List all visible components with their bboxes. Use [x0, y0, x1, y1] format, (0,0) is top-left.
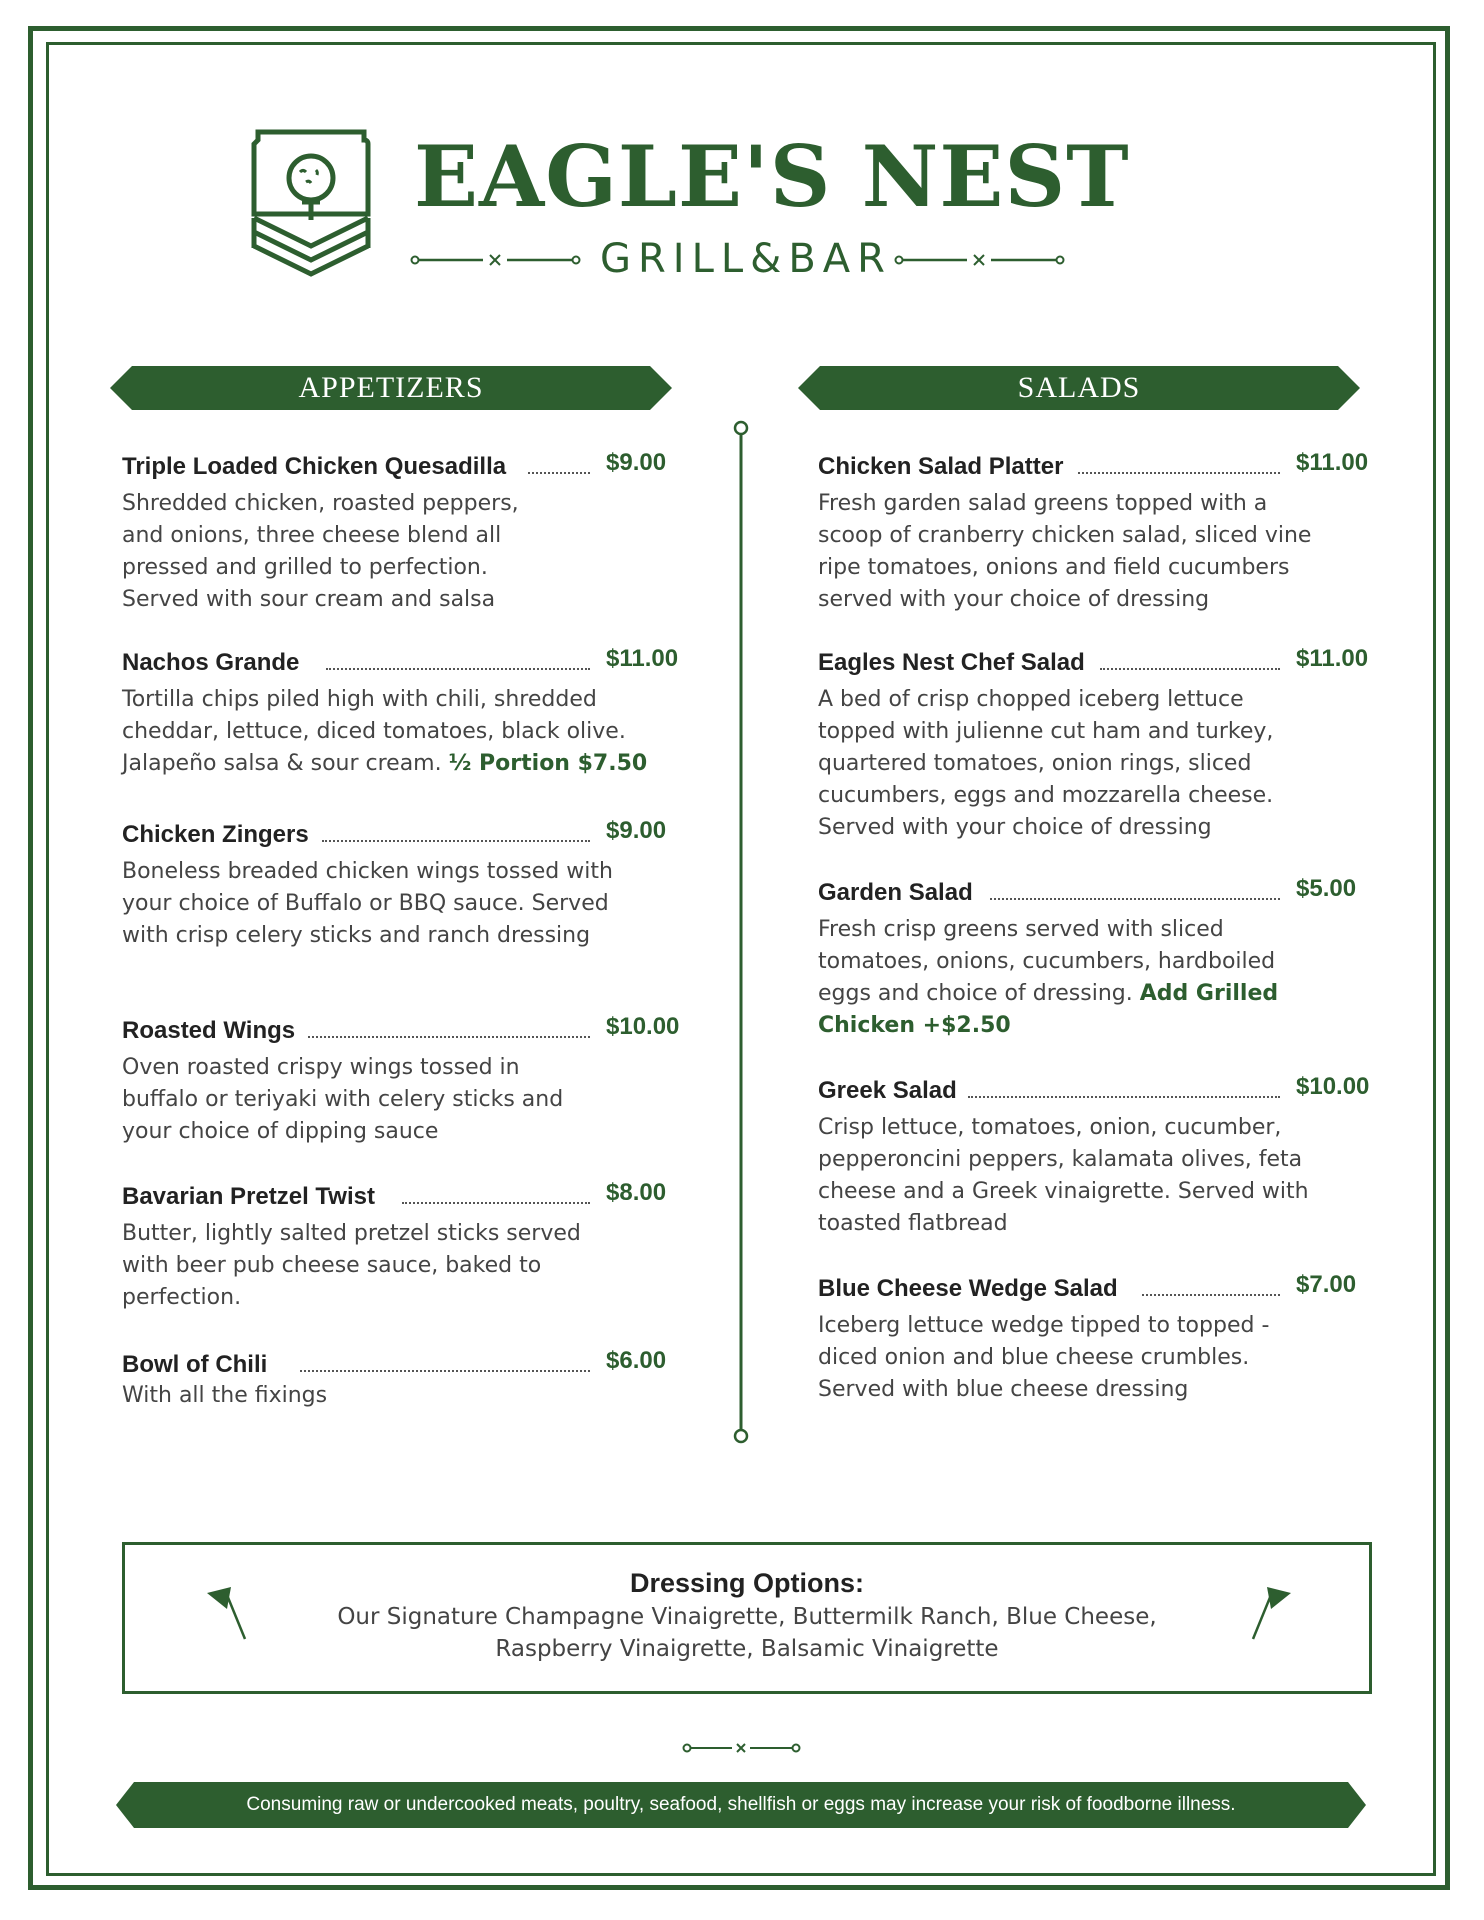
golf-flag-icon [1249, 1587, 1293, 1643]
health-warning-banner [116, 1782, 1366, 1828]
item-description-text: Tortilla chips piled high with chili, shredded cheddar, lettuce, diced tomatoes, black olive. Jalapeño salsa & sour cream. [122, 687, 626, 776]
item-name: Nachos Grande [122, 646, 309, 680]
restaurant-name: EAGLE'S NEST [414, 127, 1130, 226]
menu-item [122, 1348, 678, 1418]
left-ornament [410, 254, 590, 266]
item-description: Fresh garden salad greens topped with a scoop of cranberry chicken salad, sliced vine ripe tomatoes, onions and field cucumbers served with your choice of dressing [818, 491, 1312, 612]
item-description [818, 914, 1318, 1042]
appetizers-heading: APPETIZERS [298, 371, 484, 404]
item-name: Triple Loaded Chicken Quesadilla [122, 450, 516, 484]
item-price: $7.00 [1296, 1271, 1357, 1298]
item-description: Boneless breaded chicken wings tossed with your choice of Buffalo or BBQ sauce. Served with crisp celery sticks and ranch dressing [122, 859, 613, 948]
menu-item [818, 450, 1378, 646]
menu-item [122, 1180, 678, 1348]
appetizers-column [122, 450, 678, 1418]
menu-item [122, 450, 678, 646]
salads-heading: SALADS [1017, 371, 1141, 404]
menu-item [818, 876, 1378, 1074]
item-name: Bowl of Chili [122, 1348, 277, 1382]
item-name: Chicken Zingers [122, 818, 319, 852]
menu-item [818, 1272, 1378, 1412]
item-description: Iceberg lettuce wedge tipped to topped - diced onion and blue cheese crumbles. Served with blue cheese dressing [818, 1313, 1270, 1402]
right-ornament [894, 254, 1074, 266]
menu-item [122, 646, 678, 818]
menu-item [122, 818, 678, 1014]
dressing-options-box [122, 1542, 1372, 1694]
menu-item [818, 1074, 1378, 1272]
item-description: A bed of crisp chopped iceberg lettuce topped with julienne cut ham and turkey, quartered tomatoes, onion rings, sliced cucumbers, eggs and mozzarella cheese. Served with your choice of dressing [818, 687, 1274, 840]
item-price: $9.00 [606, 449, 667, 476]
column-divider [733, 420, 749, 1444]
dressing-line-1: Our Signature Champagne Vinaigrette, Buttermilk Ranch, Blue Cheese, [337, 1604, 1157, 1630]
appetizers-banner [110, 366, 672, 410]
menu-item [122, 1014, 678, 1180]
item-name: Chicken Salad Platter [818, 450, 1073, 484]
small-ornament [682, 1742, 802, 1754]
item-name: Garden Salad [818, 876, 983, 910]
restaurant-subtitle: GRILL&BAR [600, 236, 892, 282]
dressing-line-2: Raspberry Vinaigrette, Balsamic Vinaigrette [495, 1636, 999, 1662]
item-name: Eagles Nest Chef Salad [818, 646, 1095, 680]
salads-column [818, 450, 1378, 1412]
item-price: $10.00 [1296, 1073, 1370, 1100]
item-description [122, 684, 662, 780]
item-price: $11.00 [1296, 645, 1369, 672]
item-note: ½ Portion $7.50 [448, 751, 648, 776]
item-note: Add Grilled Chicken +$2.50 [818, 981, 1279, 1038]
item-description: Butter, lightly salted pretzel sticks served with beer pub cheese sauce, baked to perfection. [122, 1221, 581, 1310]
health-warning-text: Consuming raw or undercooked meats, poultry, seafood, shellfish or eggs may increase your risk of foodborne illness. [246, 1794, 1236, 1815]
item-name: Greek Salad [818, 1074, 967, 1108]
item-price: $9.00 [606, 817, 667, 844]
item-price: $11.00 [1296, 449, 1369, 476]
golf-flag-icon [205, 1587, 249, 1643]
item-price: $8.00 [606, 1179, 667, 1206]
menu-item [818, 646, 1378, 876]
item-description: With all the fixings [122, 1383, 328, 1408]
item-description: Crisp lettuce, tomatoes, onion, cucumber, pepperoncini peppers, kalamata olives, feta cheese and a Greek vinaigrette. Served with toasted flatbread [818, 1115, 1309, 1236]
dressing-title: Dressing Options: [629, 1568, 865, 1598]
item-price: $5.00 [1296, 875, 1357, 902]
item-name: Bavarian Pretzel Twist [122, 1180, 385, 1214]
item-price: $11.00 [606, 645, 679, 672]
item-description: Oven roasted crispy wings tossed in buffalo or teriyaki with celery sticks and your choice of dipping sauce [122, 1055, 564, 1144]
subtitle-row [410, 236, 1072, 282]
item-name: Blue Cheese Wedge Salad [818, 1272, 1128, 1306]
item-description: Shredded chicken, roasted peppers, and onions, three cheese blend all pressed and grilled to perfection. Served with sour cream and salsa [122, 491, 519, 612]
item-price: $6.00 [606, 1347, 667, 1374]
item-name: Roasted Wings [122, 1014, 305, 1048]
golf-ball-shield-logo [250, 128, 372, 288]
item-description-text: Fresh crisp greens served with sliced tomatoes, onions, cucumbers, hardboiled eggs and choice of dressing. [818, 917, 1276, 1006]
salads-banner [798, 366, 1360, 410]
item-price: $10.00 [606, 1013, 680, 1040]
